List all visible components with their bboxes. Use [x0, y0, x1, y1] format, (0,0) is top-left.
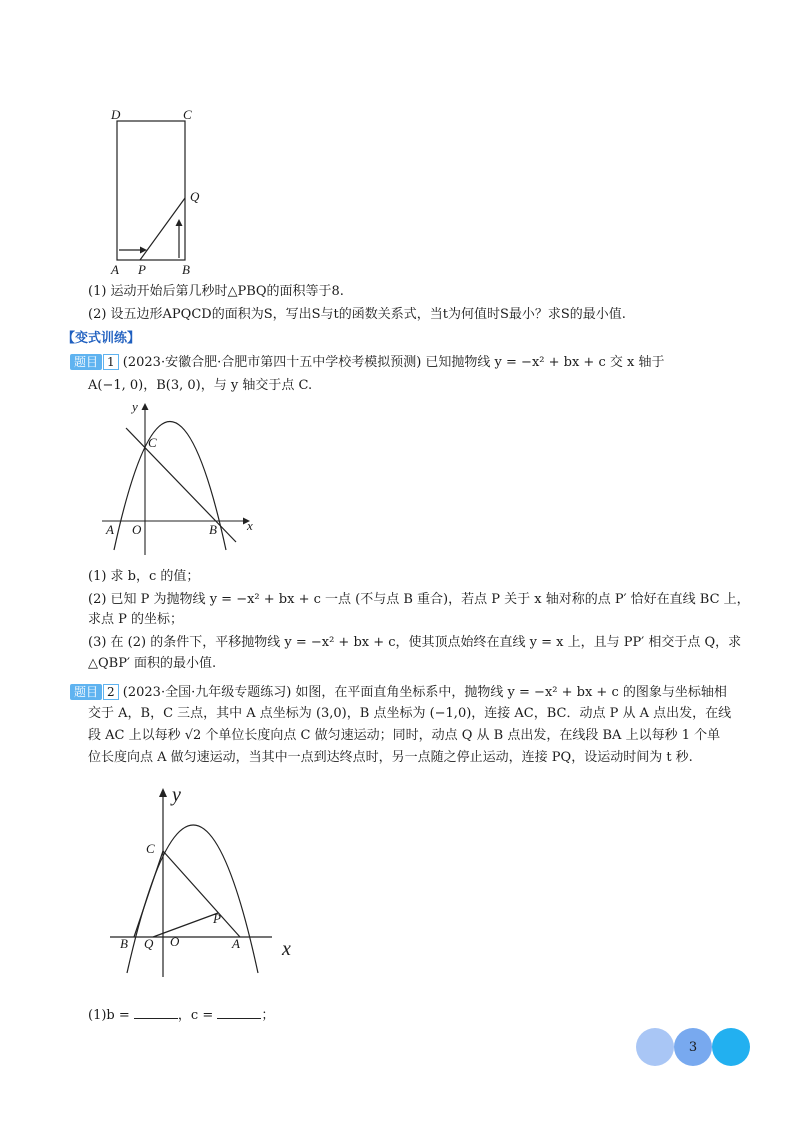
label-d: D — [111, 107, 121, 122]
p2-label-x: x — [282, 938, 291, 960]
rectangle-abcd — [117, 121, 185, 260]
intro-question-2: (2) 设五边形APQCD的面积为S，写出S与t的函数关系式，当t为何值时S最小？求S的最小值. — [88, 307, 626, 322]
section-title: 【变式训练】 — [62, 331, 141, 346]
label-a: A — [111, 262, 119, 277]
q1-mid: ，c = — [177, 1008, 214, 1023]
y-axis-arrow — [142, 403, 149, 410]
line-bc — [126, 428, 236, 542]
segment-bc — [134, 851, 163, 937]
problem2-line1: (2023·全国·九年级专题练习) 如图，在平面直角坐标系中，抛物线 y = −x² + bx + c 的图象与坐标轴相 — [122, 685, 727, 700]
problem2-tag: 题目 — [70, 684, 102, 700]
p2-label-y: y — [172, 784, 181, 806]
badge-circle-right — [712, 1028, 750, 1066]
badge-circle-left — [636, 1028, 674, 1066]
problem1-q3b: △QBP′ 面积的最小值. — [88, 656, 217, 671]
p1-label-y: y — [132, 399, 138, 414]
problem2-number: 2 — [103, 684, 119, 700]
p1-label-c: C — [148, 435, 157, 450]
problem1-q3a: (3) 在 (2) 的条件下，平移抛物线 y = −x² + bx + c，使其顶点始终在直线 y = x 上，且与 PP′ 相交于点 Q，求 — [88, 635, 742, 650]
problem1-number: 1 — [103, 354, 119, 370]
problem1-q1: (1) 求 b，c 的值； — [88, 569, 200, 584]
label-c: C — [183, 107, 192, 122]
label-b: B — [182, 262, 190, 277]
problem1-header — [70, 352, 664, 373]
page-number-badge — [636, 1028, 752, 1066]
problem2-line4: 位长度向点 A 做匀速运动，当其中一点到达终点时，另一点随之停止运动，连接 PQ，设运动时间为 t 秒. — [88, 750, 693, 765]
p2-label-q: Q — [144, 936, 154, 951]
p1-label-b: B — [209, 522, 217, 537]
answer-blank-c[interactable] — [217, 1006, 261, 1019]
figure-parabola-2 — [110, 785, 310, 980]
segment-ca — [163, 851, 240, 937]
p1-label-o: O — [132, 522, 142, 537]
p1-label-a: A — [106, 522, 114, 537]
intro-question-1: (1) 运动开始后第几秒时△PBQ的面积等于8. — [88, 284, 344, 299]
answer-blank-b[interactable] — [134, 1006, 178, 1019]
q1-suffix: ； — [261, 1008, 275, 1023]
p2-label-c: C — [146, 841, 155, 856]
page-number: 3 — [674, 1028, 712, 1066]
problem1-line1: (2023·安徽合肥·合肥市第四十五中学校考模拟预测) 已知抛物线 y = −x² + bx + c 交 x 轴于 — [122, 355, 665, 370]
label-q: Q — [190, 189, 200, 204]
figure-parabola-1 — [100, 395, 260, 557]
arrowhead-up — [176, 219, 183, 226]
q1-prefix: (1)b = — [88, 1008, 130, 1023]
segment-pq — [140, 198, 185, 260]
problem1-q2b: 求点 P 的坐标； — [88, 612, 184, 627]
p2-label-a: A — [232, 936, 240, 951]
label-p: P — [138, 262, 146, 277]
p2-label-o: O — [170, 934, 180, 949]
problem2-line3: 段 AC 上以每秒 √2 个单位长度向点 C 做匀速运动；同时，动点 Q 从 B 点出发，在线段 BA 上以每秒 1 个单 — [88, 728, 721, 743]
y-axis-arrow — [159, 788, 167, 797]
p2-label-p: P — [213, 911, 221, 926]
problem1-line2: A(−1, 0)，B(3, 0)，与 y 轴交于点 C. — [88, 378, 313, 393]
p2-label-b: B — [120, 936, 128, 951]
problem1-tag: 题目 — [70, 354, 102, 370]
problem2-header — [70, 682, 727, 703]
problem2-line2: 交于 A，B，C 三点，其中 A 点坐标为 (3,0)，B 点坐标为 (−1,0)，连接 AC，BC．动点 P 从 A 点出发，在线 — [88, 706, 732, 721]
problem2-q1 — [88, 1005, 274, 1026]
figure-rectangle — [100, 100, 220, 285]
problem1-q2a: (2) 已知 P 为抛物线 y = −x² + bx + c 一点 (不与点 B 重合)，若点 P 关于 x 轴对称的点 P′ 恰好在直线 BC 上， — [88, 592, 750, 607]
p1-label-x: x — [247, 518, 253, 533]
